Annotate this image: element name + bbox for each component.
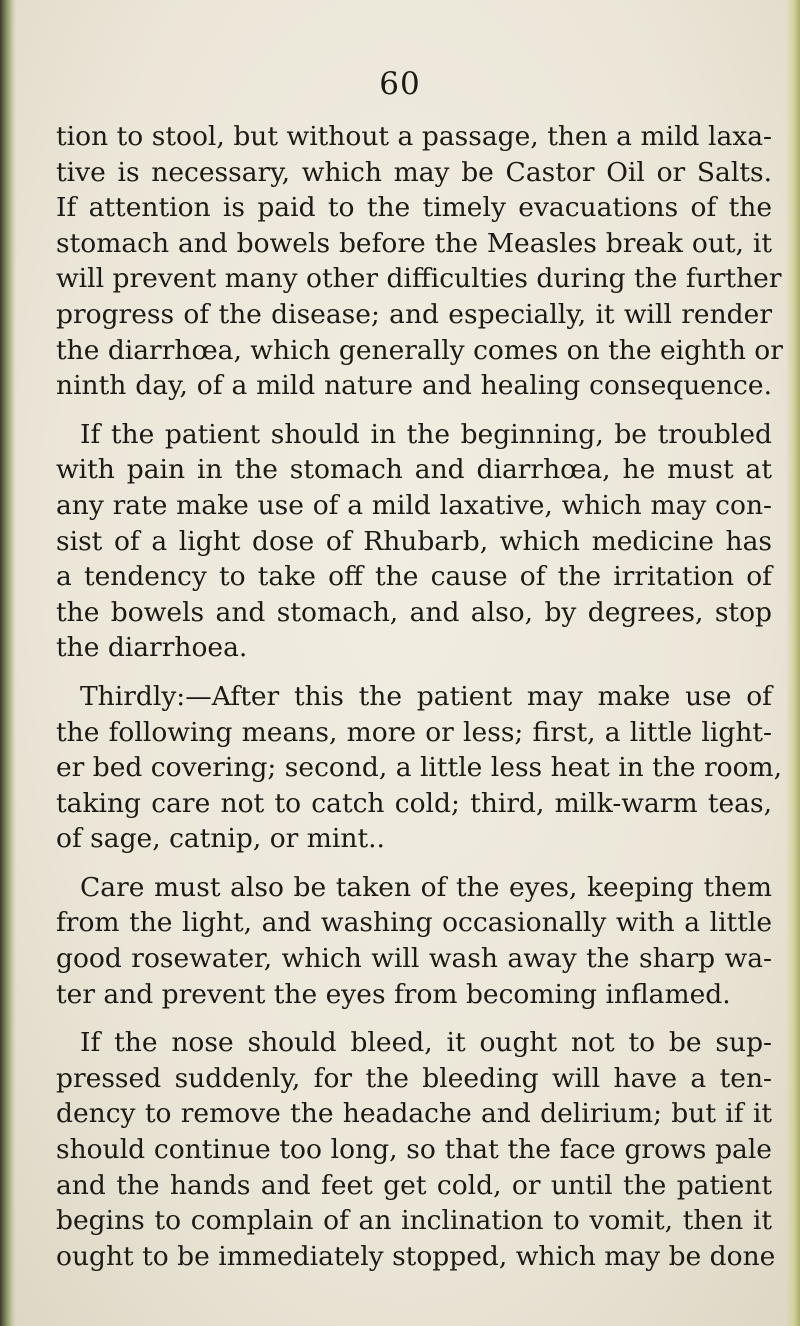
text-line: from the light, and washing occasionally with a little: [56, 907, 772, 939]
body-text: [56, 119, 783, 1274]
text-line: ter and prevent the eyes from becoming inflamed.: [56, 978, 731, 1010]
text-line: Thirdly:—After this the patient may make use of: [80, 680, 772, 712]
text-line: the following means, more or less; first, a little light-: [56, 716, 772, 748]
text-line: with pain in the stomach and diarrhœa, he must at: [56, 454, 772, 486]
text-line: er bed covering; second, a little less heat in the room,: [56, 752, 783, 784]
page-right-edge: [786, 0, 800, 1326]
text-line: and the hands and feet get cold, or until the patient: [56, 1169, 772, 1201]
text-line: the diarrhoea.: [56, 632, 248, 664]
paragraph: [56, 870, 772, 1012]
text-line: dency to remove the headache and delirium; but if it: [56, 1098, 772, 1130]
text-line: If the nose should bleed, it ought not to be sup-: [80, 1027, 772, 1059]
text-line: the bowels and stomach, and also, by degrees, stop: [56, 596, 772, 628]
text-line: tion to stool, but without a passage, then a mild laxa-: [56, 121, 772, 152]
text-line: any rate make use of a mild laxative, which may con-: [56, 489, 772, 521]
text-line: begins to complain of an inclination to vomit, then it: [56, 1205, 772, 1237]
page-number: 60: [379, 66, 421, 102]
text-line: If the patient should in the beginning, be troubled: [80, 418, 772, 450]
paragraph: [56, 417, 772, 666]
paragraph: [56, 119, 783, 404]
text-line: Care must also be taken of the eyes, keeping them: [80, 871, 772, 903]
text-line: tive is necessary, which may be Castor Oil or Salts.: [56, 156, 772, 188]
text-line: sist of a light dose of Rhubarb, which medicine has: [56, 525, 772, 557]
text-line: will prevent many other difficulties during the further: [56, 263, 782, 295]
text-line: the diarrhœa, which generally comes on the eighth or: [56, 334, 783, 366]
text-line: ought to be immediately stopped, which may be done: [56, 1240, 776, 1272]
text-line: pressed suddenly, for the bleeding will have a ten-: [56, 1062, 772, 1094]
text-line: should continue too long, so that the face grows pale: [56, 1134, 772, 1166]
paragraph: [56, 1025, 776, 1274]
text-line: If attention is paid to the timely evacuations of the: [56, 192, 772, 224]
text-line: a tendency to take off the cause of the irritation of: [56, 561, 772, 593]
text-line: progress of the disease; and especially, it will render: [56, 298, 772, 330]
page-binding-edge: [0, 0, 16, 1326]
text-line: ninth day, of a mild nature and healing consequence.: [56, 370, 772, 402]
text-line: of sage, catnip, or mint..: [56, 823, 385, 855]
text-line: taking care not to catch cold; third, milk-warm teas,: [56, 787, 772, 819]
paragraph: [56, 679, 783, 857]
text-line: good rosewater, which will wash away the sharp wa-: [56, 943, 772, 975]
text-line: stomach and bowels before the Measles break out, it: [56, 227, 772, 259]
